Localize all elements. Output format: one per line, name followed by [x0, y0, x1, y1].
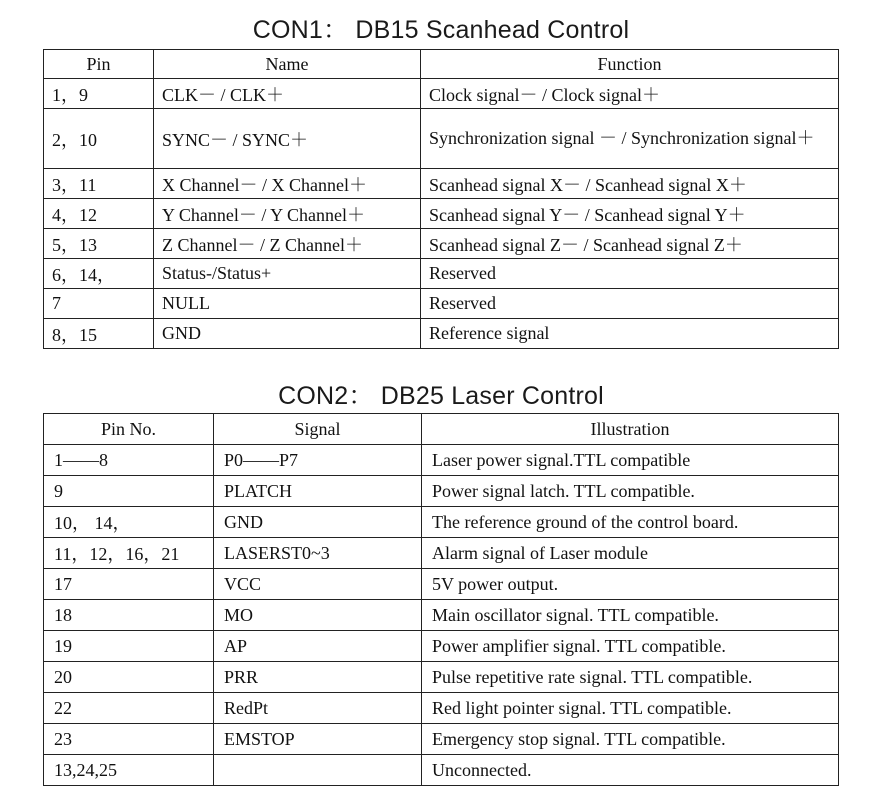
- table-row: [44, 476, 839, 507]
- illustration-cell: Emergency stop signal. TTL compatible.: [422, 724, 839, 755]
- illustration-cell: The reference ground of the control board.: [422, 507, 839, 538]
- table-header-row: [44, 414, 839, 445]
- con1-pin-table: [43, 49, 839, 349]
- illustration-cell: Alarm signal of Laser module: [422, 538, 839, 569]
- illustration-cell: Pulse repetitive rate signal. TTL compatible.: [422, 662, 839, 693]
- table-header-row: [44, 50, 839, 79]
- table-row: [44, 259, 839, 289]
- signal-cell: [214, 755, 422, 786]
- pin-cell: 11，12，16，21: [44, 538, 214, 569]
- name-cell: Y Channel－ / Y Channel＋: [154, 199, 421, 229]
- name-cell: Status-/Status+: [154, 259, 421, 289]
- table-row: [44, 199, 839, 229]
- function-cell: Reserved: [421, 289, 839, 319]
- signal-cell: GND: [214, 507, 422, 538]
- table-row: [44, 289, 839, 319]
- pin-cell: 6，14，: [44, 259, 154, 289]
- pin-cell: 2，10: [44, 109, 154, 169]
- name-cell: GND: [154, 319, 421, 349]
- pin-cell: 18: [44, 600, 214, 631]
- signal-cell: PRR: [214, 662, 422, 693]
- function-cell: Scanhead signal X－ / Scanhead signal X＋: [421, 169, 839, 199]
- name-cell: NULL: [154, 289, 421, 319]
- illustration-cell: Red light pointer signal. TTL compatible.: [422, 693, 839, 724]
- table-row: [44, 569, 839, 600]
- table-row: [44, 693, 839, 724]
- pin-cell: 17: [44, 569, 214, 600]
- signal-cell: EMSTOP: [214, 724, 422, 755]
- signal-cell: P0——P7: [214, 445, 422, 476]
- con1-title: CON1： DB15 Scanhead Control: [252, 16, 630, 44]
- pin-cell: 23: [44, 724, 214, 755]
- illustration-cell: 5V power output.: [422, 569, 839, 600]
- header-pin: Pin: [44, 50, 154, 79]
- table-row: [44, 319, 839, 349]
- con2-pin-table: [43, 413, 839, 786]
- pin-cell: 13,24,25: [44, 755, 214, 786]
- table-row: [44, 109, 839, 169]
- pin-cell: 9: [44, 476, 214, 507]
- illustration-cell: Laser power signal.TTL compatible: [422, 445, 839, 476]
- illustration-cell: Main oscillator signal. TTL compatible.: [422, 600, 839, 631]
- signal-cell: AP: [214, 631, 422, 662]
- pin-cell: 5，13: [44, 229, 154, 259]
- illustration-cell: Unconnected.: [422, 755, 839, 786]
- pin-cell: 19: [44, 631, 214, 662]
- function-cell: Synchronization signal － / Synchronization signal＋: [421, 109, 839, 169]
- signal-cell: MO: [214, 600, 422, 631]
- signal-cell: VCC: [214, 569, 422, 600]
- header-name: Name: [154, 50, 421, 79]
- header-pin-no: Pin No.: [44, 414, 214, 445]
- header-illustration: Illustration: [422, 414, 839, 445]
- table-row: [44, 507, 839, 538]
- signal-cell: RedPt: [214, 693, 422, 724]
- pin-cell: 22: [44, 693, 214, 724]
- function-cell: Reference signal: [421, 319, 839, 349]
- name-cell: Z Channel－ / Z Channel＋: [154, 229, 421, 259]
- pin-cell: 8，15: [44, 319, 154, 349]
- table-row: [44, 445, 839, 476]
- pin-cell: 20: [44, 662, 214, 693]
- function-cell: Scanhead signal Y－ / Scanhead signal Y＋: [421, 199, 839, 229]
- name-cell: X Channel－ / X Channel＋: [154, 169, 421, 199]
- table-row: [44, 79, 839, 109]
- pin-cell: 4，12: [44, 199, 154, 229]
- function-cell: Reserved: [421, 259, 839, 289]
- name-cell: SYNC－ / SYNC＋: [154, 109, 421, 169]
- signal-cell: LASERST0~3: [214, 538, 422, 569]
- table-row: [44, 631, 839, 662]
- table-row: [44, 169, 839, 199]
- signal-cell: PLATCH: [214, 476, 422, 507]
- illustration-cell: Power amplifier signal. TTL compatible.: [422, 631, 839, 662]
- table-row: [44, 600, 839, 631]
- table-row: [44, 755, 839, 786]
- pin-cell: 1，9: [44, 79, 154, 109]
- pin-cell: 7: [44, 289, 154, 319]
- function-cell: Clock signal－ / Clock signal＋: [421, 79, 839, 109]
- con2-title: CON2： DB25 Laser Control: [278, 382, 604, 410]
- illustration-cell: Power signal latch. TTL compatible.: [422, 476, 839, 507]
- table-row: [44, 724, 839, 755]
- header-signal: Signal: [214, 414, 422, 445]
- header-function: Function: [421, 50, 839, 79]
- table-row: [44, 662, 839, 693]
- pin-cell: 3，11: [44, 169, 154, 199]
- pin-cell: 10， 14，: [44, 507, 214, 538]
- pin-cell: 1——8: [44, 445, 214, 476]
- table-row: [44, 538, 839, 569]
- table-row: [44, 229, 839, 259]
- function-cell: Scanhead signal Z－ / Scanhead signal Z＋: [421, 229, 839, 259]
- name-cell: CLK－ / CLK＋: [154, 79, 421, 109]
